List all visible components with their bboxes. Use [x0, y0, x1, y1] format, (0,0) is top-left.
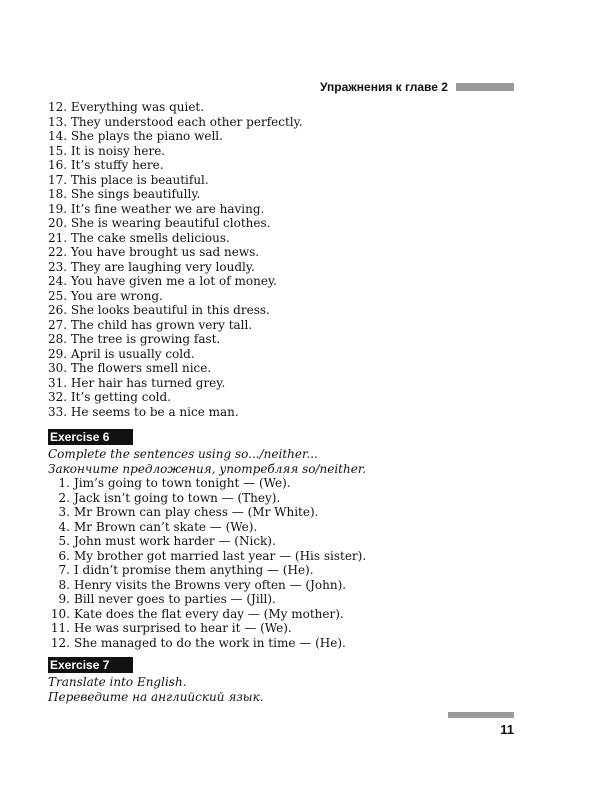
- item-number: 10.: [50, 606, 70, 621]
- chapter-title: Упражнения к главе 2: [320, 80, 448, 94]
- list-item: [48, 534, 528, 549]
- item-text: He was surprised to hear it — (We).: [74, 621, 292, 635]
- list-item: 20. She is wearing beautiful clothes.: [48, 216, 271, 230]
- sentence-list: [48, 100, 518, 419]
- list-item: 21. The cake smells delicious.: [48, 230, 230, 245]
- exercise-7-instruction-en: Translate into English.: [48, 675, 187, 689]
- exercise-6: [48, 426, 528, 650]
- list-item: 24. You have given me a lot of money.: [48, 274, 277, 288]
- list-item: 15. It is noisy here.: [48, 143, 166, 158]
- item-text: Mr Brown can play chess — (Mr White).: [74, 505, 319, 519]
- list-item: 13. They understood each other perfectly.: [48, 114, 303, 129]
- list-item: 14. She plays the piano well.: [48, 129, 223, 143]
- list-item: [48, 549, 528, 564]
- item-text: My brother got married last year — (His sister).: [74, 548, 367, 563]
- list-item: 16. It’s stuffy here.: [48, 158, 164, 172]
- exercise-6-heading: Exercise 6: [48, 429, 133, 445]
- exercise-6-instruction-ru: Закончите предложения, употребляя so/neither.: [48, 461, 367, 476]
- header-rule: [456, 83, 514, 91]
- item-number: 12.: [50, 635, 70, 650]
- page-footer: [448, 712, 514, 737]
- exercise-7-instruction-ru: Переведите на английский язык.: [48, 689, 264, 704]
- list-item: 27. The child has grown very tall.: [48, 317, 253, 332]
- exercise-7: [48, 654, 528, 704]
- item-text: I didn’t promise them anything — (He).: [74, 563, 314, 577]
- list-item: [48, 505, 528, 520]
- list-item: 31. Her hair has turned grey.: [48, 375, 226, 390]
- page-number: 11: [500, 722, 514, 737]
- list-item: 28. The tree is growing fast.: [48, 332, 221, 346]
- item-number: 5.: [58, 534, 70, 548]
- list-item: [48, 592, 528, 607]
- item-number: 11.: [50, 621, 70, 635]
- item-text: Jack isn’t going to town — (They).: [74, 490, 281, 505]
- item-text: Bill never goes to parties — (Jill).: [74, 592, 276, 606]
- list-item: [48, 520, 528, 535]
- list-item: 30. The flowers smell nice.: [48, 361, 212, 375]
- running-header: [320, 80, 514, 94]
- list-item: 17. This place is beautiful.: [48, 172, 209, 187]
- item-number: 1.: [58, 476, 70, 490]
- item-number: 4.: [58, 519, 70, 534]
- list-item: [48, 491, 528, 506]
- list-item: [48, 607, 528, 622]
- list-item: [48, 636, 528, 651]
- list-item: [48, 476, 528, 491]
- list-item: 33. He seems to be a nice man.: [48, 404, 239, 419]
- item-number: 2.: [58, 490, 70, 505]
- item-number: 8.: [58, 577, 70, 592]
- item-text: She managed to do the work in time — (He).: [74, 635, 346, 650]
- list-item: 26. She looks beautiful in this dress.: [48, 303, 270, 317]
- list-item: [48, 578, 528, 593]
- list-item: 32. It’s getting cold.: [48, 390, 172, 404]
- list-item: 29. April is usually cold.: [48, 346, 195, 361]
- exercise-7-heading: Exercise 7: [48, 657, 133, 673]
- list-item: 25. You are wrong.: [48, 288, 163, 303]
- list-item: 22. You have brought us sad news.: [48, 245, 260, 259]
- item-number: 3.: [58, 505, 70, 519]
- item-number: 6.: [58, 548, 70, 563]
- item-number: 7.: [58, 563, 70, 577]
- list-item: [48, 621, 528, 636]
- exercise-6-items: [48, 476, 528, 650]
- list-item: 23. They are laughing very loudly.: [48, 259, 255, 274]
- list-item: 19. It’s fine weather we are having.: [48, 201, 265, 216]
- item-text: Henry visits the Browns very often — (John).: [74, 577, 347, 592]
- item-text: John must work harder — (Nick).: [74, 534, 276, 548]
- footer-rule: [448, 712, 514, 718]
- list-item: 12. Everything was quiet.: [48, 100, 205, 114]
- list-item: [48, 563, 528, 578]
- item-text: Kate does the flat every day — (My mother).: [74, 606, 344, 621]
- list-item: 18. She sings beautifully.: [48, 187, 201, 201]
- item-text: Mr Brown can’t skate — (We).: [74, 519, 258, 534]
- item-number: 9.: [58, 592, 70, 606]
- item-text: Jim’s going to town tonight — (We).: [74, 476, 291, 490]
- exercise-6-instruction-en: Complete the sentences using so.../neither...: [48, 447, 318, 461]
